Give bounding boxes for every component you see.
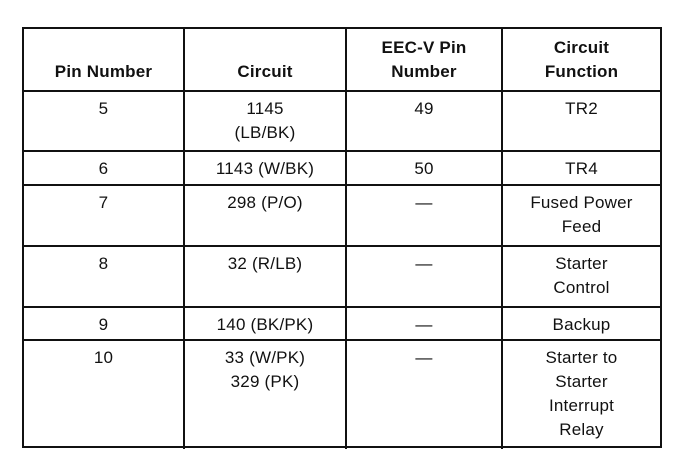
circuit-line: 1143 (W/BK) [215, 159, 315, 178]
pinout-table [24, 29, 660, 449]
circuit-line: 1145 [246, 99, 284, 118]
header-circuit-line: Circuit [237, 62, 293, 81]
function-line: TR4 [565, 159, 598, 178]
circuit-cell [184, 91, 346, 151]
pin-number-cell: 8 [24, 246, 184, 307]
eec-pin-cell: — [346, 340, 502, 449]
circuit-line: 32 (R/LB) [227, 254, 303, 273]
circuit-line: 140 (BK/PK) [216, 315, 314, 334]
circuit-line: 33 (W/PK) [224, 348, 306, 367]
pin-number-cell: 10 [24, 340, 184, 449]
function-cell [502, 246, 660, 307]
function-line: Control [553, 278, 610, 297]
circuit-cell [184, 307, 346, 340]
table-row [24, 91, 660, 151]
eec-pin-cell: 49 [346, 91, 502, 151]
table-row [24, 151, 660, 185]
pin-number-cell: 9 [24, 307, 184, 340]
header-pin-number-line: Pin Number [54, 62, 153, 81]
function-cell [502, 185, 660, 246]
table-row [24, 185, 660, 246]
circuit-line: (LB/BK) [234, 123, 296, 142]
function-line: Interrupt [548, 396, 615, 415]
function-line: Relay [559, 420, 604, 439]
header-pin-number [24, 29, 184, 91]
header-function-line-2: Function [544, 62, 619, 81]
header-eec-pin-number [346, 29, 502, 91]
header-eec-line-1: EEC-V Pin [381, 38, 467, 57]
circuit-cell [184, 340, 346, 449]
pinout-table-frame [22, 27, 662, 448]
function-cell [502, 340, 660, 449]
header-eec-line-2: Number [391, 62, 457, 81]
table-row [24, 307, 660, 340]
circuit-cell [184, 246, 346, 307]
header-function-line-1: Circuit [553, 38, 610, 57]
eec-pin-cell: — [346, 307, 502, 340]
circuit-line: 329 (PK) [230, 372, 300, 391]
function-line: Starter to [545, 348, 618, 367]
function-line: Feed [561, 217, 602, 236]
pin-number-cell: 7 [24, 185, 184, 246]
function-line: Starter [555, 254, 608, 273]
circuit-cell [184, 151, 346, 185]
pin-number-cell: 6 [24, 151, 184, 185]
table-header-row [24, 29, 660, 91]
function-cell [502, 151, 660, 185]
eec-pin-cell: 50 [346, 151, 502, 185]
eec-pin-cell: — [346, 246, 502, 307]
header-circuit [184, 29, 346, 91]
function-cell [502, 91, 660, 151]
function-line: Starter [555, 372, 608, 391]
circuit-cell [184, 185, 346, 246]
header-circuit-function [502, 29, 660, 91]
pin-number-cell: 5 [24, 91, 184, 151]
function-line: TR2 [565, 99, 598, 118]
table-row [24, 246, 660, 307]
function-cell [502, 307, 660, 340]
table-row [24, 340, 660, 449]
eec-pin-cell: — [346, 185, 502, 246]
function-line: Fused Power [530, 193, 633, 212]
function-line: Backup [552, 315, 611, 334]
circuit-line: 298 (P/O) [227, 193, 303, 212]
